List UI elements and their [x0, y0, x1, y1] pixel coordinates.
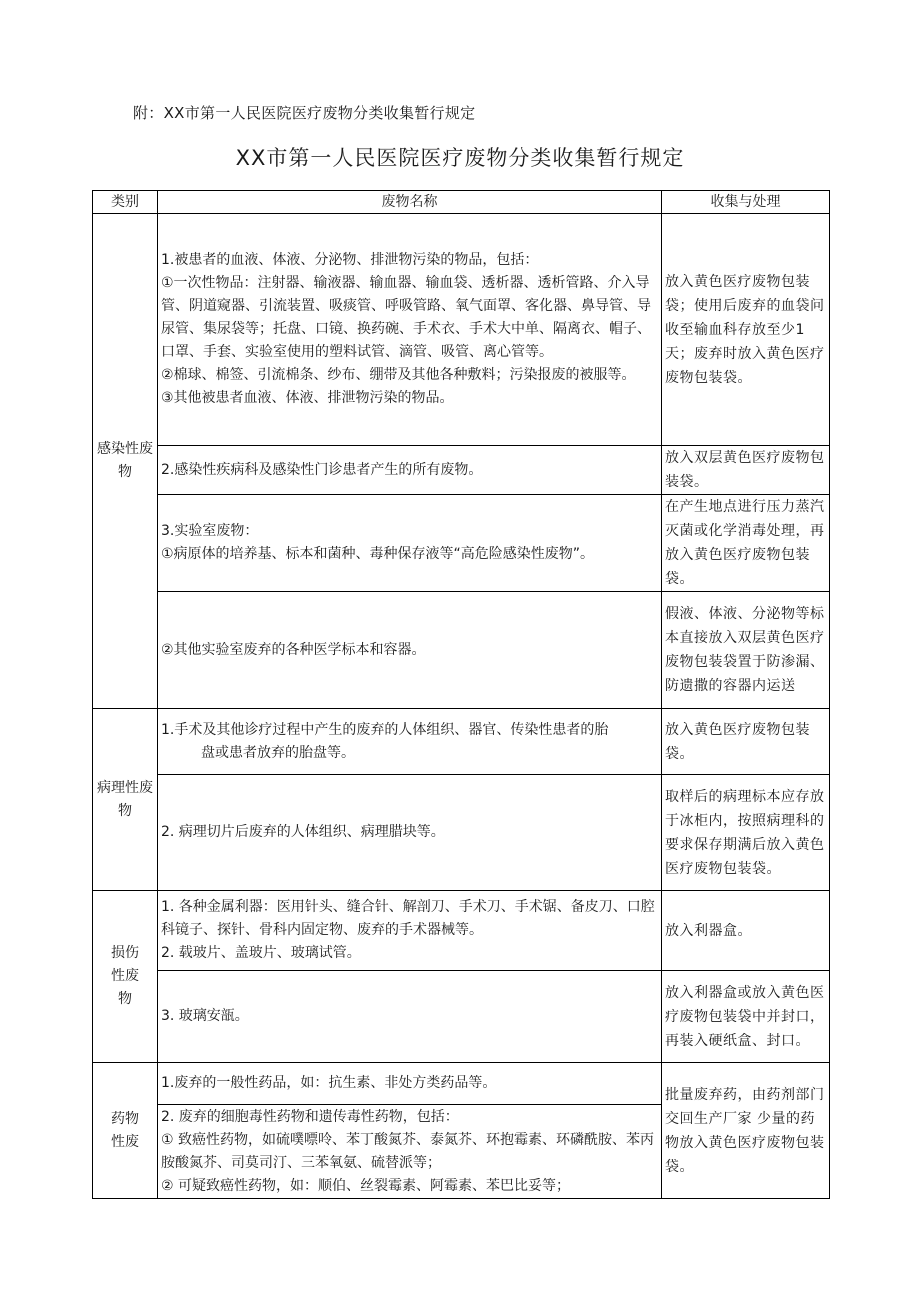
table-row [93, 495, 830, 592]
waste-name-cell [158, 891, 662, 971]
list-item: ①病原体的培养基、标本和菌种、毒种保存液等“高危险感染性废物”。 [161, 546, 595, 562]
category-line: 性废 [111, 1133, 139, 1150]
category-pathological: 病理性废物 [93, 709, 158, 891]
table-row [93, 446, 830, 495]
waste-name-cell [158, 971, 662, 1063]
category-line: 损伤 [111, 945, 139, 961]
handling-cell: 批量废弃药，由药剂部门交回生产厂家 少量的药物放入黄色医疗废物包装袋。 [662, 1063, 830, 1199]
category-line: 性废 [111, 968, 139, 984]
category-infectious: 感染性废物 [93, 214, 158, 709]
attachment-note: 附：XX市第一人民医院医疗废物分类收集暂行规定 [133, 104, 476, 122]
header-handling: 收集与处理 [662, 191, 830, 214]
table-row [93, 775, 830, 891]
table-row [93, 709, 830, 775]
list-item: ③其他被患者血液、体液、排泄物污染的物品。 [161, 390, 454, 406]
list-item: 1.被患者的血液、体液、分泌物、排泄物污染的物品，包括： [161, 252, 539, 268]
header-name: 废物名称 [158, 191, 662, 214]
category-line: 药物 [111, 1110, 139, 1127]
table-row [93, 592, 830, 709]
list-item: ②其他实验室废弃的各种医学标本和容器。 [161, 641, 426, 658]
table-header-row [93, 191, 830, 214]
list-item: 3. 玻璃安瓿。 [161, 1008, 249, 1024]
waste-name-cell [158, 1063, 662, 1105]
list-item: 2. 病理切片后废弃的人体组织、病理腊块等。 [161, 824, 445, 840]
waste-name-cell [158, 446, 662, 495]
handling-cell: 放入双层黄色医疗废物包装袋。 [662, 446, 830, 495]
handling-cell: 假液、体液、分泌物等标本直接放入双层黄色医疗废物包装袋置于防渗漏、防遗撒的容器内运送 [662, 592, 830, 709]
waste-name-cell [158, 495, 662, 592]
list-item: 盘或患者放弃的胎盘等。 [201, 744, 355, 761]
table-row [93, 214, 830, 446]
list-item: ② 可疑致癌性药物，如：顺伯、丝裂霉素、阿霉素、苯巴比妥等； [161, 1177, 570, 1194]
list-item: 1. 各种金属利器：医用针头、缝合针、解剖刀、手术刀、手术锯、备皮刀、口腔科镜子、探针、骨科内固定物、废弃的手术器械等。 [161, 899, 655, 938]
list-item: 1.废弃的一般性药品，如：抗生素、非处方类药品等。 [161, 1075, 497, 1091]
list-item: ②棉球、棉签、引流棉条、纱布、绷带及其他各种敷料；污染报废的被服等。 [161, 367, 636, 383]
list-item: ①一次性物品：注射器、输液器、输血器、输血袋、透析器、透析管路、介入导管、阴道窥器、引流装置、吸痰管、呼吸管路、氧气面罩、客化器、鼻导管、导尿管、集尿袋等；托盘、口镜、换药碗、手术衣、手术大中单、隔离衣、帽子、口罩、手套、实验室使用的塑料试管、滴管、吸管、离心管等。 [161, 275, 651, 360]
document-title: XX市第一人民医院医疗废物分类收集暂行规定 [235, 146, 685, 170]
waste-name-cell [158, 775, 662, 891]
table-row [93, 971, 830, 1063]
list-item: 3.实验室废物： [161, 523, 259, 539]
waste-name-cell [158, 592, 662, 709]
waste-name-cell [158, 709, 662, 775]
handling-cell: 放入利器盒。 [662, 891, 830, 971]
list-item: 1.手术及其他诊疗过程中产生的废弃的人体组织、器官、传染性患者的胎 [161, 721, 609, 738]
list-item: 2.感染性疾病科及感染性门诊患者产生的所有废物。 [161, 461, 483, 478]
list-item: 2. 废弃的细胞毒性药物和遗传毒性药物，包括： [161, 1108, 459, 1125]
header-category: 类别 [93, 191, 158, 214]
handling-cell: 在产生地点进行压力蒸汽灭菌或化学消毒处理，再放入黄色医疗废物包装袋。 [662, 495, 830, 592]
waste-name-cell [158, 1105, 662, 1199]
waste-classification-table [92, 190, 830, 1199]
table-row [93, 891, 830, 971]
list-item: 2. 载玻片、盖玻片、玻璃试管。 [161, 945, 361, 961]
handling-cell: 放入黄色医疗废物包装袋；使用后废弃的血袋问收至输血科存放至少1天；废弃时放入黄色医疗废物包装袋。 [662, 214, 830, 446]
list-item: ① 致癌性药物，如硫噗嘌呤、苯丁酸氮芥、泰氮芥、环抱霉素、环磷酰胺、苯丙胺酸氮芥、司莫司汀、三苯氧氨、硫替派等； [161, 1131, 654, 1171]
waste-name-cell [158, 214, 662, 446]
category-line: 物 [118, 991, 132, 1007]
handling-cell: 放入利器盒或放入黄色医疗废物包装袋中并封口，再装入硬纸盒、封口。 [662, 971, 830, 1063]
table-row [93, 1063, 830, 1105]
category-sharps [93, 891, 158, 1063]
handling-cell: 取样后的病理标本应存放于冰柜内，按照病理科的要求保存期满后放入黄色医疗废物包装袋。 [662, 775, 830, 891]
category-drug [93, 1063, 158, 1199]
handling-cell: 放入黄色医疗废物包装袋。 [662, 709, 830, 775]
